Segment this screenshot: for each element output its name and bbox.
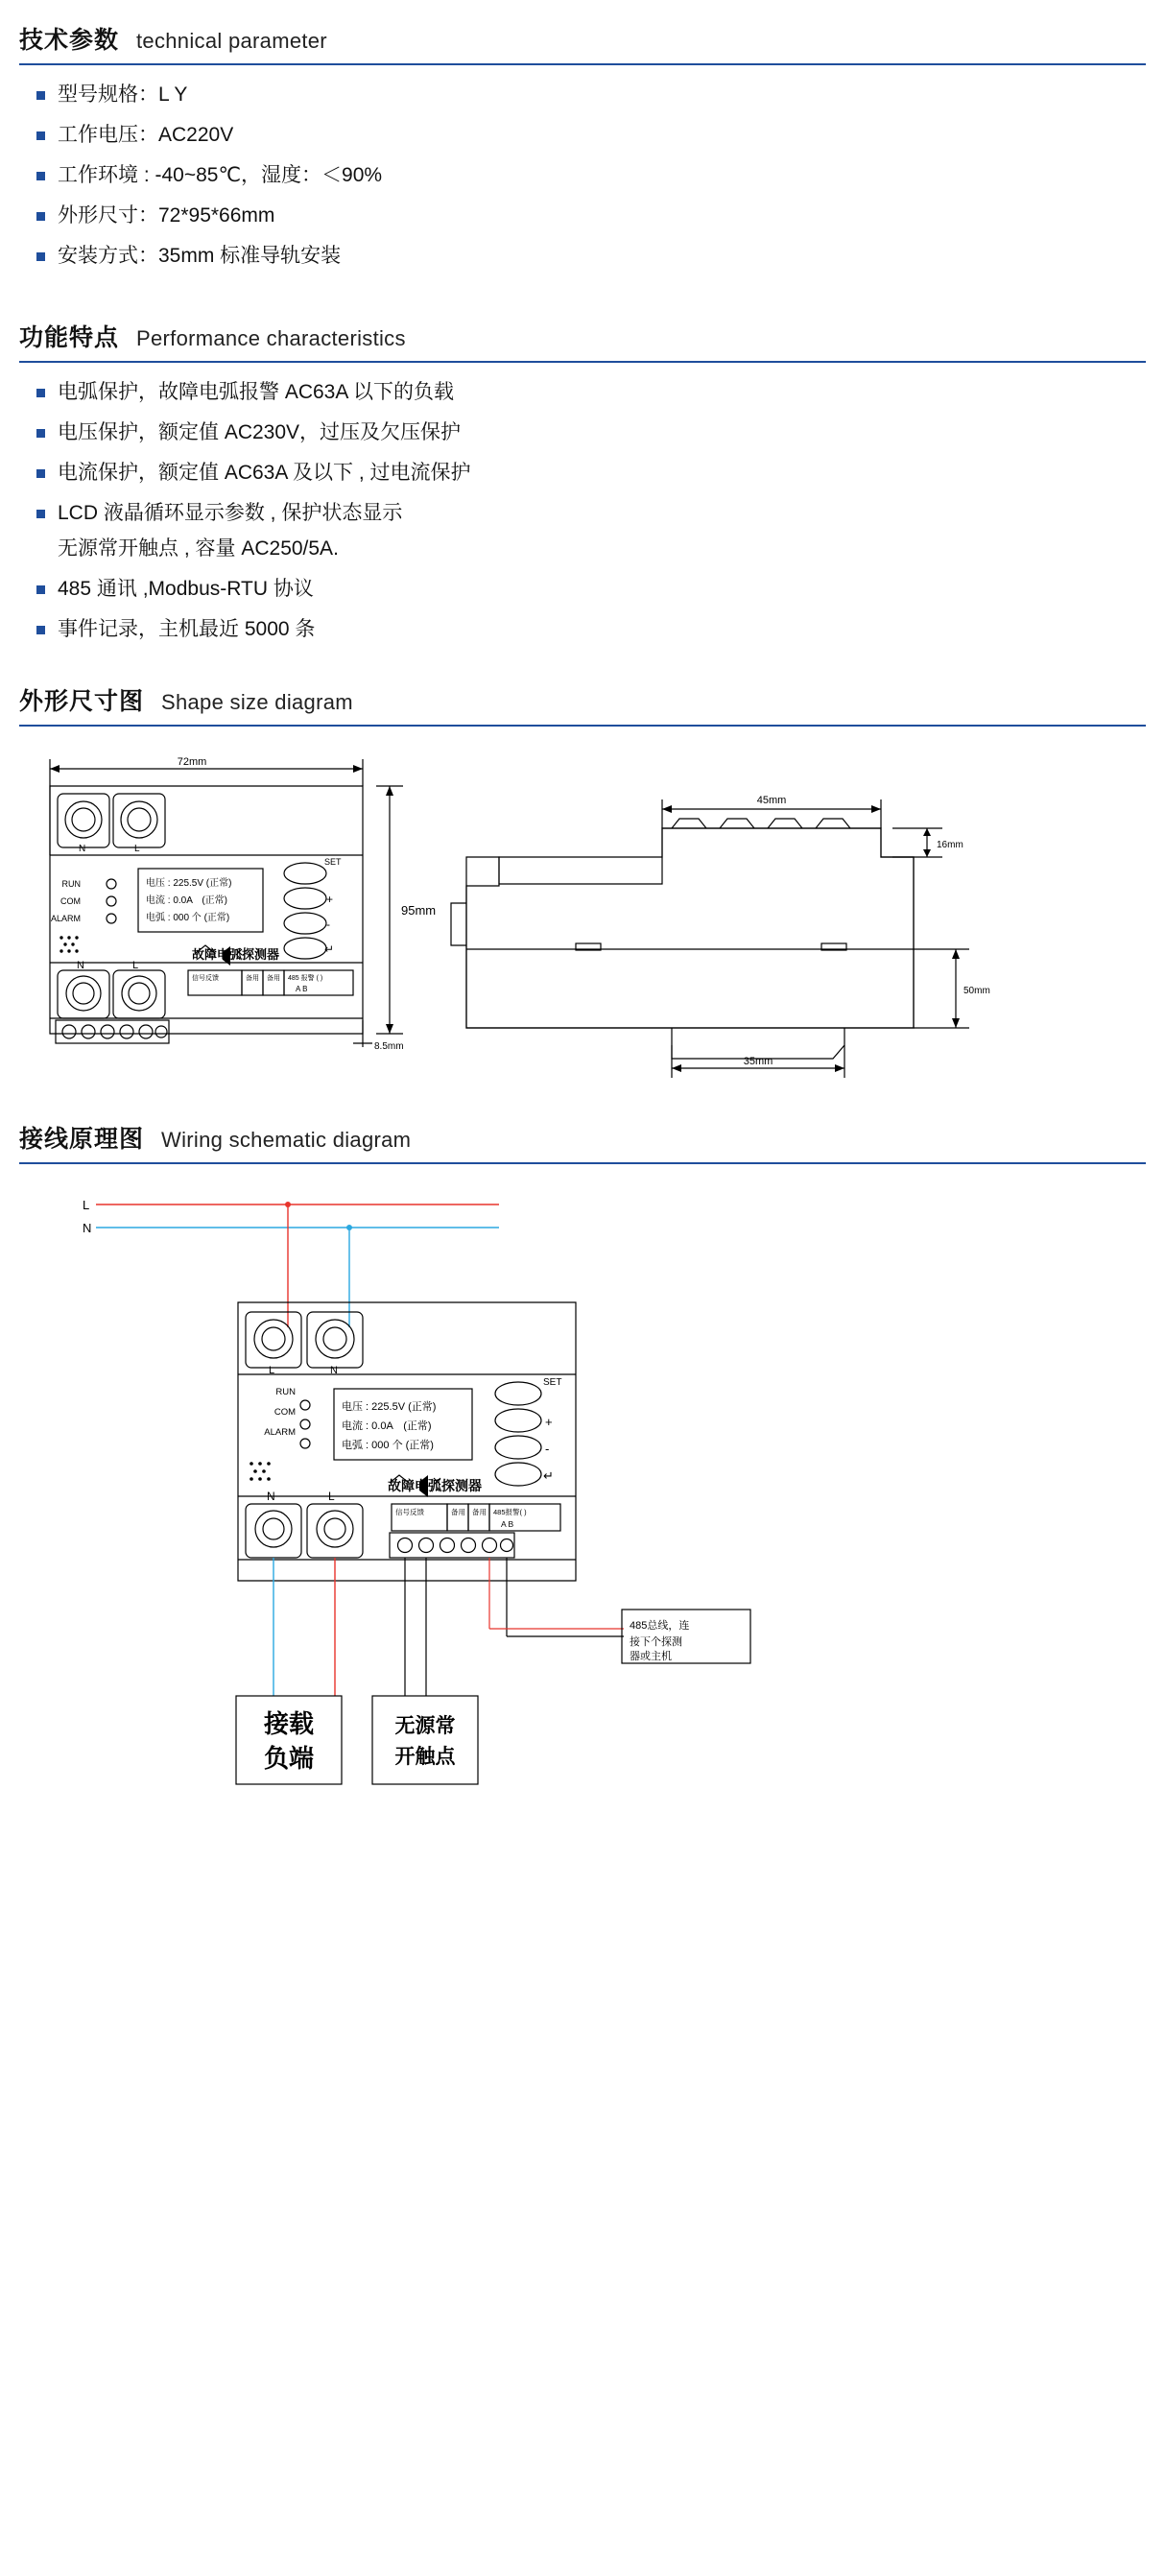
bottom-label-485: 485 报警 ( ) xyxy=(288,975,323,982)
terminal-label-l-top: L xyxy=(269,1365,275,1376)
button-label-plus: + xyxy=(326,893,334,906)
lcd-line-arc: 电弧 : 000 个 (正常) xyxy=(342,1440,434,1451)
list-item xyxy=(36,619,1165,639)
section-title-en: Performance characteristics xyxy=(136,326,406,350)
section-title-en: Wiring schematic diagram xyxy=(161,1128,412,1152)
bus-box-label-line1: 485总线，连 xyxy=(630,1620,690,1632)
list-item-label: 安装方式：35mm 标准导轨安装 xyxy=(58,245,342,267)
lcd-line-arc: 电弧 : 000 个 (正常) xyxy=(146,913,230,923)
side-height-dim-label: 50mm xyxy=(963,986,990,996)
load-box-label-line1: 接载 xyxy=(263,1709,315,1738)
button-label-enter: ↵ xyxy=(324,942,335,956)
list-item xyxy=(36,579,1165,599)
section-header-technical xyxy=(19,21,1146,65)
bottom-label-signal: 信号反馈 xyxy=(192,975,219,982)
section-title-en: Shape size diagram xyxy=(161,690,353,714)
bottom-label-485: 485报警( ) xyxy=(493,1508,527,1516)
contact-box-label-line2: 开触点 xyxy=(394,1746,456,1768)
wiring-schematic-figure xyxy=(0,1178,1165,1849)
section-title-cn: 功能特点 xyxy=(19,324,120,351)
button-label-set: SET xyxy=(324,857,342,867)
bullet-square-icon xyxy=(36,91,45,100)
list-item-label: 485 通讯 ,Modbus-RTU 协议 xyxy=(58,578,314,600)
button-label-minus: - xyxy=(545,1442,550,1456)
device-name-label: 故障电弧探测器 xyxy=(192,947,280,962)
list-item-label: 工作环境 : -40~85℃，湿度：＜90% xyxy=(58,164,383,186)
bus-box-label-line3: 器或主机 xyxy=(630,1651,672,1662)
section-title-cn: 外形尺寸图 xyxy=(19,688,145,715)
bottom-label-ab: A B xyxy=(501,1519,514,1529)
section-header-wiring xyxy=(19,1120,1146,1164)
section-header-performance xyxy=(19,319,1146,363)
led-label-com: COM xyxy=(273,1407,296,1418)
button-label-minus: - xyxy=(326,918,330,931)
led-label-alarm: ALARM xyxy=(50,914,81,923)
bullet-square-icon xyxy=(36,626,45,634)
bus-box-label-line2: 接下个探测 xyxy=(630,1636,682,1648)
bottom-label-spare2: 备用 xyxy=(472,1508,487,1516)
button-label-enter: ↵ xyxy=(543,1468,554,1483)
list-item-label: LCD 液晶循环显示参数 , 保护状态显示 xyxy=(58,502,403,524)
side-top-dim-label: 45mm xyxy=(756,795,787,806)
list-item xyxy=(36,246,1165,266)
load-box-label-line2: 负端 xyxy=(263,1744,315,1773)
datasheet-page xyxy=(0,21,1165,2576)
lcd-line-current: 电流 : 0.0A (正常) xyxy=(342,1420,432,1432)
technical-parameter-list xyxy=(0,84,1165,266)
terminal-label-l-bottom: L xyxy=(328,1490,335,1503)
supply-label-l: L xyxy=(83,1198,90,1212)
performance-characteristics-list xyxy=(0,382,1165,639)
list-item xyxy=(36,205,1165,226)
dim-width-label: 72mm xyxy=(177,756,207,768)
terminal-label-n-bottom: N xyxy=(77,960,84,971)
led-label-run: RUN xyxy=(275,1387,296,1397)
list-item-label: 工作电压：AC220V xyxy=(58,124,234,146)
side-bottom-dim-label: 35mm xyxy=(743,1056,773,1067)
list-item-label: 电流保护，额定值 AC63A 及以下 , 过电流保护 xyxy=(58,462,471,484)
list-item-label: 外形尺寸：72*95*66mm xyxy=(58,204,275,227)
list-item xyxy=(36,165,1165,185)
list-item xyxy=(36,125,1165,145)
bottom-label-ab: A B xyxy=(296,985,308,993)
list-item xyxy=(36,422,1165,442)
dim-depth-label: 8.5mm xyxy=(374,1041,404,1052)
bullet-square-icon xyxy=(36,510,45,518)
button-label-set: SET xyxy=(543,1377,562,1388)
list-item xyxy=(36,463,1165,483)
bottom-label-spare1: 备用 xyxy=(451,1508,465,1516)
list-item-label: 型号规格：L Y xyxy=(58,83,188,106)
terminal-label-l-bottom: L xyxy=(132,960,139,971)
device-name-label: 故障电弧探测器 xyxy=(388,1478,482,1493)
terminal-label-n-top: N xyxy=(79,844,86,854)
bullet-square-icon xyxy=(36,389,45,397)
led-label-alarm: ALARM xyxy=(264,1427,296,1438)
led-label-com: COM xyxy=(60,896,81,906)
section-title-en: technical parameter xyxy=(136,29,327,53)
terminal-label-n-bottom: N xyxy=(267,1490,275,1503)
terminal-label-n-top: N xyxy=(330,1365,338,1376)
bottom-label-signal: 信号反馈 xyxy=(395,1508,424,1516)
dim-height-label: 95mm xyxy=(401,903,437,918)
list-item xyxy=(36,503,1165,559)
list-item-label: 电弧保护，故障电弧报警 AC63A 以下的负载 xyxy=(58,381,455,403)
section-title-cn: 接线原理图 xyxy=(19,1126,145,1153)
terminal-label-l-top: L xyxy=(134,844,140,854)
lcd-line-current: 电流 : 0.0A (正常) xyxy=(146,895,228,906)
bullet-square-icon xyxy=(36,131,45,140)
list-item xyxy=(36,382,1165,402)
bullet-square-icon xyxy=(36,585,45,594)
lcd-line-voltage: 电压 : 225.5V (正常) xyxy=(342,1401,437,1413)
lcd-line-voltage: 电压 : 225.5V (正常) xyxy=(146,878,232,889)
bullet-square-icon xyxy=(36,429,45,438)
section-header-shape xyxy=(19,682,1146,727)
bullet-square-icon xyxy=(36,252,45,261)
list-item-label: 电压保护，额定值 AC230V，过压及欠压保护 xyxy=(58,421,462,443)
button-label-plus: + xyxy=(545,1415,553,1429)
list-item-label: 事件记录，主机最近 5000 条 xyxy=(58,618,316,640)
bottom-label-spare2: 备用 xyxy=(267,975,280,982)
contact-box-label-line1: 无源常 xyxy=(394,1715,456,1737)
bullet-square-icon xyxy=(36,172,45,180)
list-item xyxy=(36,84,1165,105)
bullet-square-icon xyxy=(36,469,45,478)
bottom-label-spare1: 备用 xyxy=(246,975,259,982)
section-title-cn: 技术参数 xyxy=(19,27,120,54)
bullet-square-icon xyxy=(36,212,45,221)
shape-size-figure xyxy=(0,740,1165,1085)
led-label-run: RUN xyxy=(61,879,81,889)
list-item-label-line2: 无源常开触点 , 容量 AC250/5A. xyxy=(58,537,339,560)
side-rail-dim-label: 16mm xyxy=(937,840,963,850)
supply-label-n: N xyxy=(83,1221,92,1235)
